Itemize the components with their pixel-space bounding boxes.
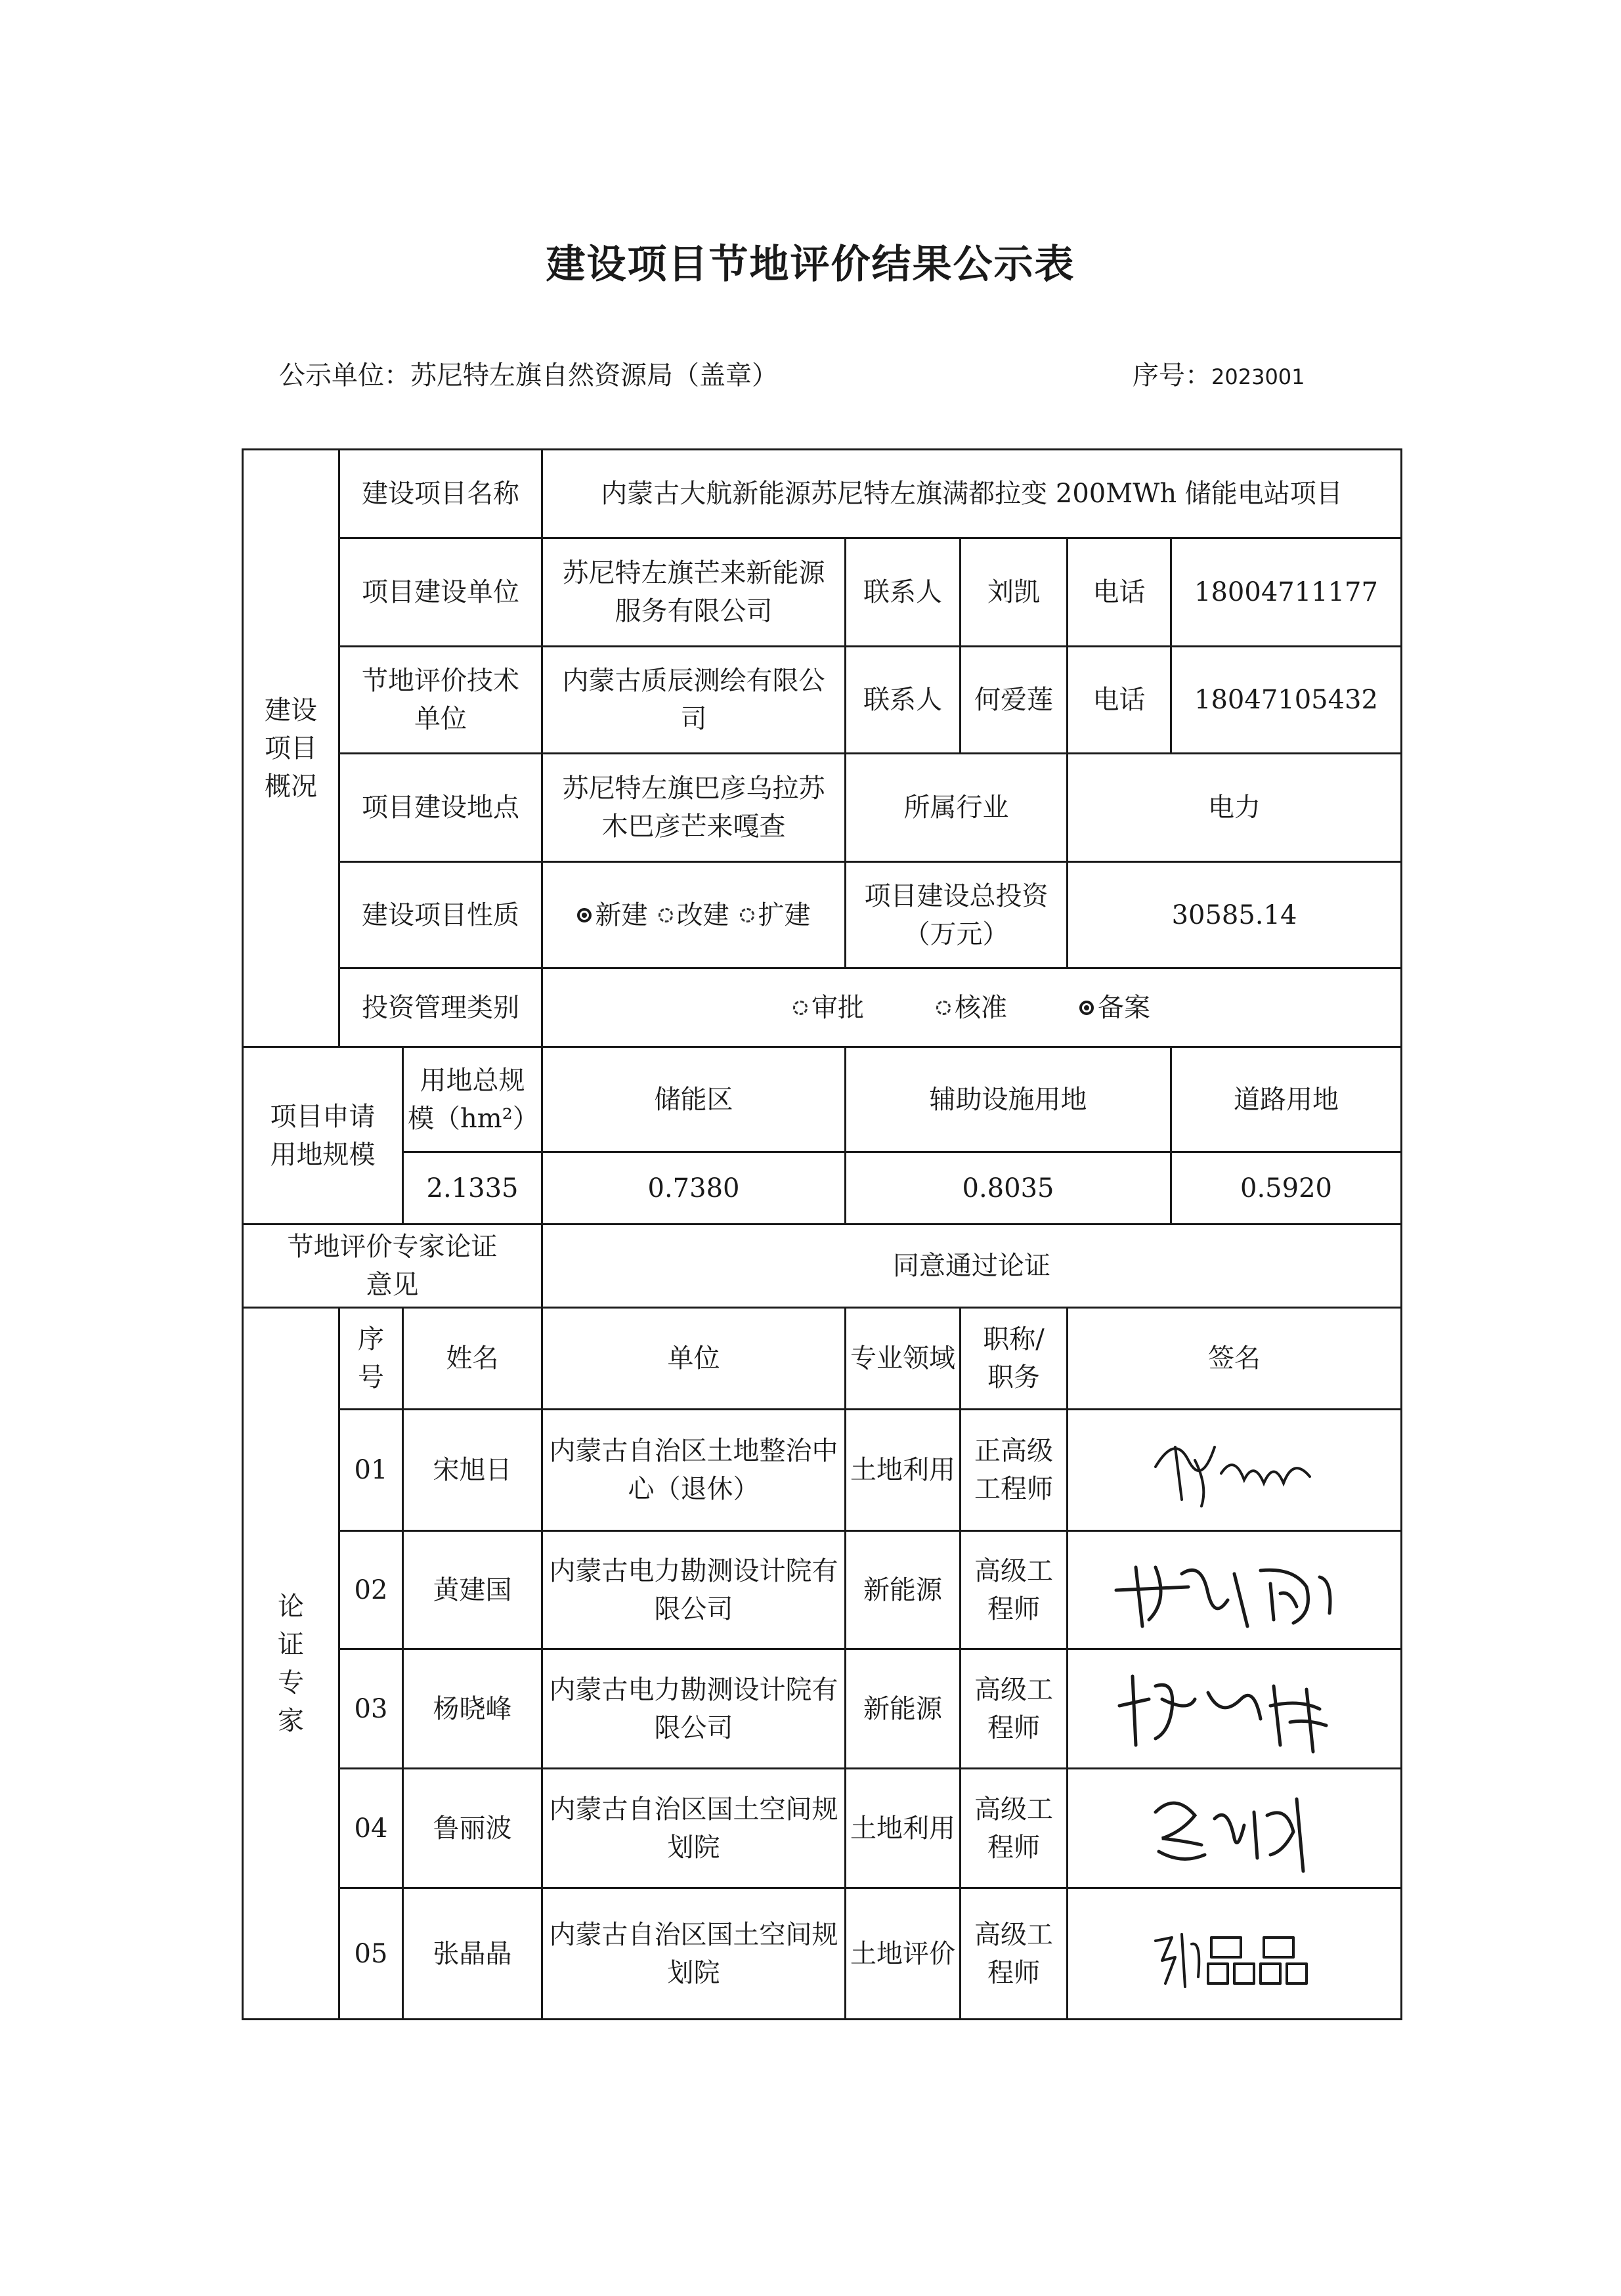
expert-name: 鲁丽波 [403, 1769, 542, 1888]
nature-label: 建设项目性质 [339, 862, 542, 968]
header-unit: 单位 [542, 1308, 846, 1410]
invest-type-label: 投资管理类别 [339, 968, 542, 1047]
land-area-auxiliary: 0.8035 [846, 1152, 1171, 1224]
invest-type-options [542, 968, 1402, 1047]
expert-title: 高级工 程师 [961, 1769, 1068, 1888]
publisher-line [279, 355, 778, 392]
svg-text:杨晓峰: 杨晓峰 [1234, 1754, 1236, 1756]
nature-option-new: 新建 [577, 900, 648, 930]
header-title: 职称/ 职务 [961, 1308, 1068, 1410]
expert-field: 新能源 [846, 1531, 961, 1649]
project-name: 内蒙古大航新能源苏尼特左旗满都拉变 200MWh 储能电站项目 [542, 450, 1402, 538]
experts-section-label: 论 证 专 家 [243, 1308, 339, 2020]
publisher-value: 苏尼特左旗自然资源局（盖章） [410, 360, 778, 391]
signature-graphic [1136, 1421, 1333, 1519]
publisher-label: 公示单位： [279, 360, 410, 391]
serial-line [1133, 355, 1305, 392]
expert-no: 03 [339, 1649, 403, 1769]
tech-contact: 何爱莲 [961, 647, 1068, 754]
tech-phone: 18047105432 [1171, 647, 1402, 754]
expert-name: 宋旭日 [403, 1410, 542, 1531]
opinion-value: 同意通过论证 [542, 1224, 1402, 1308]
table-row [243, 1531, 1402, 1649]
land-area-road: 0.5920 [1171, 1152, 1402, 1224]
tech-contact-label: 联系人 [846, 647, 961, 754]
radio-empty-icon [659, 908, 673, 922]
expert-unit: 内蒙古电力勘测设计院有 限公司 [542, 1649, 846, 1769]
expert-field: 土地利用 [846, 1769, 961, 1888]
location-label: 项目建设地点 [339, 754, 542, 862]
land-area-label-auxiliary: 辅助设施用地 [846, 1047, 1171, 1152]
svg-text:宋旭日: 宋旭日 [1234, 1516, 1236, 1517]
builder: 苏尼特左旗芒来新能源 服务有限公司 [542, 538, 846, 647]
investment: 30585.14 [1068, 862, 1402, 968]
tech-unit: 内蒙古质辰测绘有限公 司 [542, 647, 846, 754]
industry: 电力 [1068, 754, 1402, 862]
expert-unit: 内蒙古电力勘测设计院有 限公司 [542, 1531, 846, 1649]
expert-unit: 内蒙古自治区国土空间规 划院 [542, 1888, 846, 2020]
expert-no: 02 [339, 1531, 403, 1649]
land-section-label: 项目申请 用地规模 [243, 1047, 403, 1224]
expert-title: 正高级 工程师 [961, 1410, 1068, 1531]
svg-text:张晶晶: 张晶晶 [1234, 1999, 1236, 2001]
table-row [243, 1649, 1402, 1769]
nature-option-rebuild: 改建 [659, 900, 729, 930]
signature-graphic [1110, 1541, 1359, 1639]
expert-unit: 内蒙古自治区国土空间规 划院 [542, 1769, 846, 1888]
radio-selected-icon [577, 908, 592, 922]
tech-phone-label: 电话 [1068, 647, 1171, 754]
expert-signature [1068, 1531, 1402, 1649]
expert-signature [1068, 1649, 1402, 1769]
radio-empty-icon [740, 908, 754, 922]
svg-text:黄建国: 黄建国 [1234, 1635, 1236, 1637]
expert-name: 张晶晶 [403, 1888, 542, 2020]
expert-name: 黄建国 [403, 1531, 542, 1649]
radio-empty-icon [793, 1001, 808, 1015]
expert-unit: 内蒙古自治区土地整治中 心（退休） [542, 1410, 846, 1531]
invest-option-approve: 审批 [793, 993, 864, 1023]
header-name: 姓名 [403, 1308, 542, 1410]
land-area-label-storage: 储能区 [542, 1047, 846, 1152]
expert-no: 05 [339, 1888, 403, 2020]
signature-graphic [1129, 1779, 1339, 1878]
opinion-label: 节地评价专家论证 意见 [243, 1224, 542, 1308]
overview-section-label: 建设 项目 概况 [243, 450, 339, 1047]
evaluation-table [242, 448, 1402, 2020]
industry-label: 所属行业 [846, 754, 1068, 862]
expert-signature [1068, 1769, 1402, 1888]
page-title: 建设项目节地评价结果公示表 [546, 242, 1075, 288]
invest-option-verify: 核准 [936, 993, 1007, 1023]
table-row [243, 1888, 1402, 2020]
expert-title: 高级工 程师 [961, 1649, 1068, 1769]
land-area-label-road: 道路用地 [1171, 1047, 1402, 1152]
location: 苏尼特左旗巴彦乌拉苏 木巴彦芒来嘎查 [542, 754, 846, 862]
table-row [243, 1410, 1402, 1531]
expert-signature [1068, 1888, 1402, 2020]
header-field: 专业领域 [846, 1308, 961, 1410]
land-total-label: 用地总规 模（hm²） [403, 1047, 542, 1152]
expert-signature [1068, 1410, 1402, 1531]
builder-phone-label: 电话 [1068, 538, 1171, 647]
expert-name: 杨晓峰 [403, 1649, 542, 1769]
nature-options [542, 862, 846, 968]
builder-phone: 18004711177 [1171, 538, 1402, 647]
land-total: 2.1335 [403, 1152, 542, 1224]
land-area-storage: 0.7380 [542, 1152, 846, 1224]
radio-empty-icon [936, 1001, 951, 1015]
expert-no: 04 [339, 1769, 403, 1888]
expert-field: 新能源 [846, 1649, 961, 1769]
signature-graphic [1110, 1660, 1359, 1758]
tech-unit-label: 节地评价技术 单位 [339, 647, 542, 754]
builder-label: 项目建设单位 [339, 538, 542, 647]
builder-contact: 刘凯 [961, 538, 1068, 647]
expert-field: 土地利用 [846, 1410, 961, 1531]
svg-text:鲁丽波: 鲁丽波 [1234, 1874, 1236, 1875]
expert-no: 01 [339, 1410, 403, 1531]
nature-option-expand: 扩建 [740, 900, 811, 930]
project-name-label: 建设项目名称 [339, 450, 542, 538]
expert-title: 高级工 程师 [961, 1531, 1068, 1649]
investment-label: 项目建设总投资 （万元） [846, 862, 1068, 968]
expert-title: 高级工 程师 [961, 1888, 1068, 2020]
expert-field: 土地评价 [846, 1888, 961, 2020]
radio-selected-icon [1079, 1001, 1094, 1015]
invest-option-record: 备案 [1079, 993, 1150, 1023]
builder-contact-label: 联系人 [846, 538, 961, 647]
serial-label: 序号： [1133, 360, 1211, 391]
header-no: 序 号 [339, 1308, 403, 1410]
header-sign: 签名 [1068, 1308, 1402, 1410]
signature-graphic [1136, 1905, 1333, 2003]
table-row [243, 1769, 1402, 1888]
serial-value: 2023001 [1211, 364, 1305, 389]
